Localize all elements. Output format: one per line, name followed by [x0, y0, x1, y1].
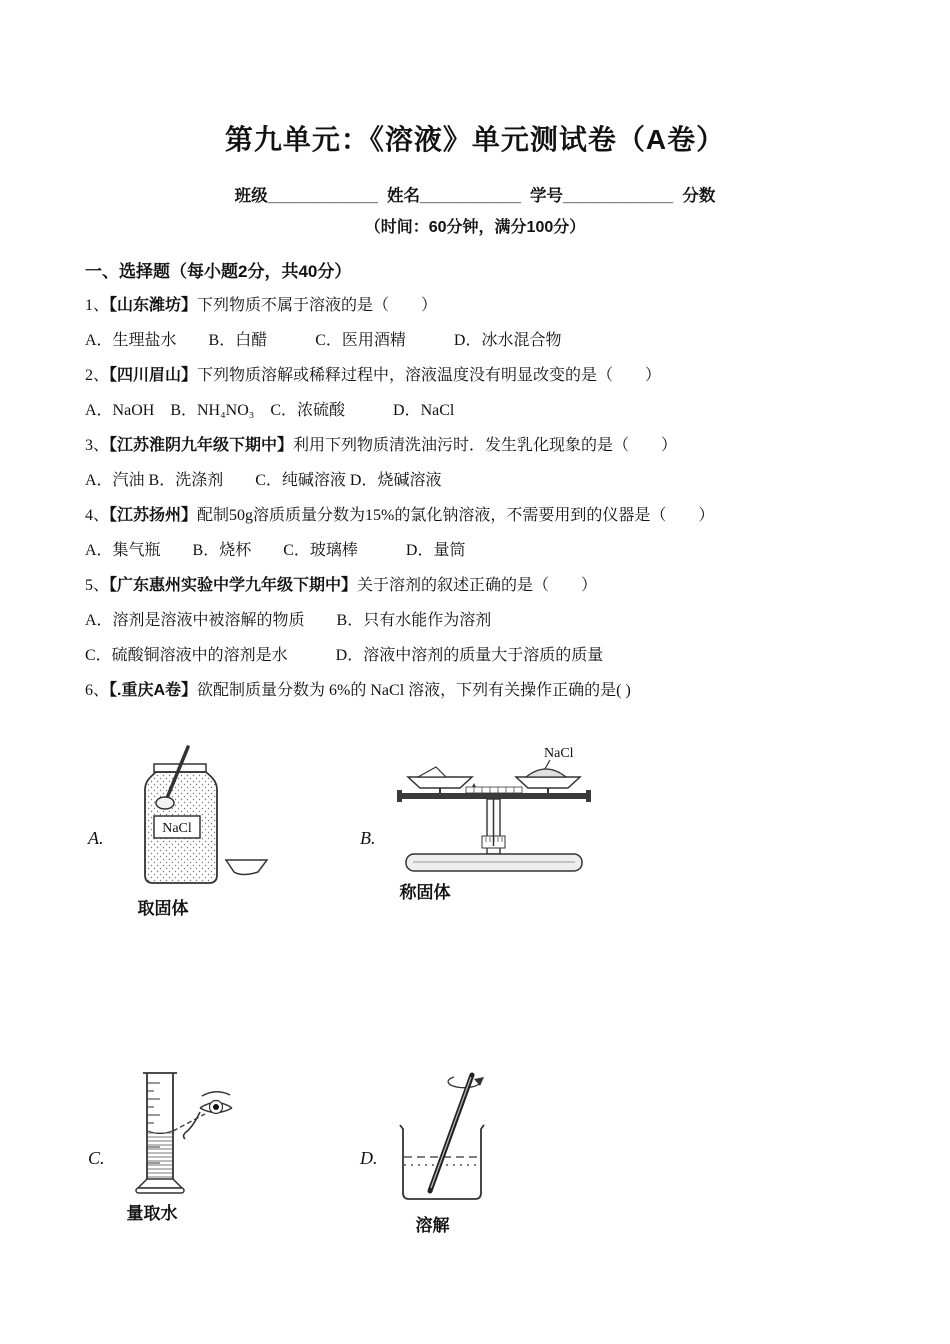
balance-scale-illustration	[386, 744, 601, 876]
question-number: 3、	[85, 437, 110, 454]
question-3-stem	[85, 428, 865, 463]
question-2-options: A．NaOH B．NH₄NO₃ C．浓硫酸 D．NaCl	[85, 402, 455, 419]
watch-glass-icon	[226, 860, 267, 875]
question-number: 4、	[85, 507, 110, 524]
question-text: 利用下列物质清洗油污时．发生乳化现象的是（ ）	[293, 437, 678, 454]
question-1-stem	[85, 288, 865, 323]
question-5-options-cd: C．硫酸铜溶液中的溶剂是水 D．溶液中溶剂的质量大于溶质的质量	[85, 647, 604, 664]
question-text: 下列物质溶解或稀释过程中，溶液温度没有明显改变的是（ ）	[197, 367, 662, 384]
section-heading: 一、选择题（每小题2分，共40分）	[85, 262, 352, 281]
question-number: 6、	[85, 682, 110, 699]
question-3-options: A．汽油 B．洗涤剂 C．纯碱溶液 D．烧碱溶液	[85, 472, 442, 489]
question-number: 1、	[85, 297, 110, 314]
question-4-options: A．集气瓶 B．烧杯 C．玻璃棒 D．量筒	[85, 542, 466, 559]
right-pan-with-nacl	[516, 769, 580, 793]
question-source-tag: 【山东潍坊】	[109, 297, 198, 314]
bottle-label	[154, 816, 200, 838]
reagent-bottle-illustration	[114, 744, 269, 892]
question-number: 5、	[85, 577, 110, 594]
figure-b-caption: 称固体	[399, 883, 451, 902]
figure-option-d	[360, 1067, 513, 1236]
question-source-tag: 【广东惠州实验中学九年级下期中】	[109, 577, 358, 594]
figure-option-a	[88, 744, 360, 919]
question-6-stem	[85, 673, 865, 708]
figure-d-caption: 溶解	[415, 1216, 450, 1235]
question-source-tag: 【.重庆A卷】	[109, 682, 198, 699]
figure-option-b	[360, 744, 601, 919]
time-score-note: （时间：60分钟，满分100分）	[364, 219, 586, 236]
question-text: 关于溶剂的叙述正确的是（ ）	[357, 577, 598, 594]
student-info-blanks: 班级____________ 姓名___________ 学号____________ 分数	[234, 187, 716, 205]
question-5-options-ab: A．溶剂是溶液中被溶解的物质 B．只有水能作为溶剂	[85, 612, 492, 629]
figure-row-1	[85, 744, 865, 919]
figure-d-label: D.	[360, 1148, 378, 1168]
figure-a-label: A.	[88, 828, 104, 848]
question-5-stem	[85, 568, 865, 603]
question-text: 欲配制质量分数为 6%的 NaCl 溶液，下列有关操作正确的是( )	[197, 682, 631, 699]
question-number: 2、	[85, 367, 110, 384]
question-source-tag: 【江苏扬州】	[109, 507, 198, 524]
eye-icon	[183, 1092, 232, 1139]
question-list	[85, 288, 865, 708]
question-1-options: A．生理盐水 B．白醋 C．医用酒精 D．冰水混合物	[85, 332, 562, 349]
balance-nacl-text: NaCl	[543, 746, 574, 761]
glass-rod-icon	[430, 1075, 472, 1191]
cylinder-icon	[136, 1073, 184, 1193]
page-title: 第九单元：《溶液》单元测试卷（A卷）	[224, 124, 726, 155]
bottle-nacl-text: NaCl	[161, 821, 192, 836]
rider-ruler	[466, 783, 522, 793]
figure-option-c	[88, 1067, 360, 1236]
question-text: 配制50g溶质质量分数为15%的氯化钠溶液，不需要用到的仪器是（ ）	[197, 507, 715, 524]
left-pan	[408, 767, 472, 793]
question-source-tag: 【四川眉山】	[109, 367, 198, 384]
graduated-cylinder-illustration	[115, 1067, 265, 1197]
question-4-stem	[85, 498, 865, 533]
figure-b-label: B.	[360, 828, 376, 848]
balance-base	[406, 854, 582, 871]
question-2-stem	[85, 358, 865, 393]
figure-a-caption: 取固体	[137, 899, 189, 918]
question-text: 下列物质不属于溶液的是（ ）	[197, 297, 438, 314]
figure-c-caption: 量取水	[126, 1204, 178, 1223]
question-source-tag: 【江苏淮阴九年级下期中】	[109, 437, 294, 454]
balance-column-and-pointer	[482, 799, 505, 854]
figure-c-label: C.	[88, 1148, 105, 1168]
figure-row-2	[85, 1067, 865, 1236]
beaker-dissolving-illustration	[388, 1067, 513, 1209]
